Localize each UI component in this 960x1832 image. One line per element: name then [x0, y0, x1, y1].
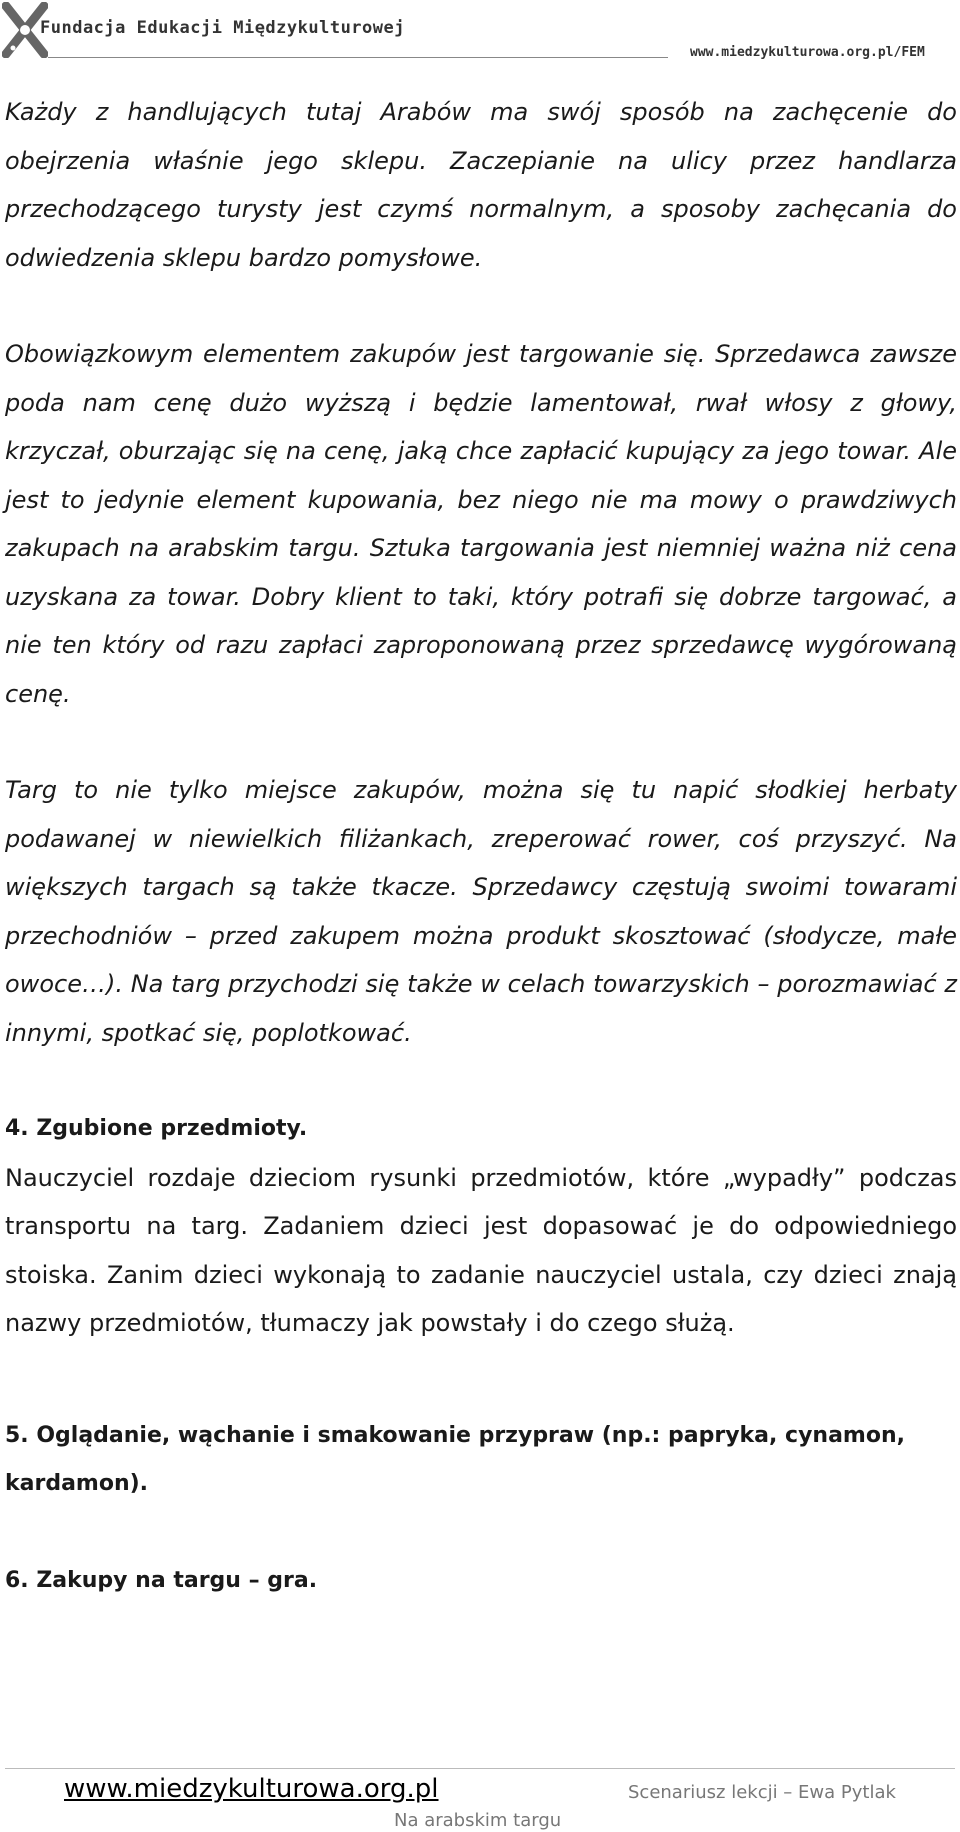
footer-divider: [5, 1768, 955, 1769]
footer-url-link[interactable]: www.miedzykulturowa.org.pl: [64, 1774, 439, 1804]
header-divider: [48, 57, 668, 58]
document-body: [5, 88, 957, 1605]
section-5-heading: 5. Oglądanie, wąchanie i smakowanie przypraw (np.: papryka, cynamon, kardamon).: [5, 1422, 905, 1496]
org-name: Fundacja Edukacji Międzykulturowej: [40, 18, 405, 38]
section-4-text: Nauczyciel rozdaje dzieciom rysunki przedmiotów, które „wypadły” podczas transportu na targ. Zadaniem dzieci jest dopasować je do odpowiedniego stoiska. Zanim dzieci wykonają to zadanie nauczyciel ustala, czy dzieci znają nazwy przedmiotów, tłumaczy jak powstały i do czego służą.: [5, 1163, 957, 1337]
paragraph-bargaining: Obowiązkowym elementem zakupów jest targowanie się. Sprzedawca zawsze poda nam cenę dużo wyższą i będzie lamentował, rwał włosy z głowy, krzyczał, oburzając się na cenę, jaką chce zapłacić kupujący za jego towar. Ale jest to jedynie element kupowania, bez niego nie ma mowy o prawdziwych zakupach na arabskim targu. Sztuka targowania jest niemniej ważna niż cena uzyskana za towar. Dobry klient to taki, który potrafi się dobrze targować, a nie ten który od razu zapłaci zaproponowaną przez sprzedawcę wygórowaną cenę.: [5, 340, 957, 708]
page-header: [0, 0, 960, 62]
section-6-heading: 6. Zakupy na targu – gra.: [5, 1567, 318, 1593]
paragraph-market-life: Targ to nie tylko miejsce zakupów, można się tu napić słodkiej herbaty podawanej w niewielkich filiżankach, zreperować rower, coś przyszyć. Na większych targach są także tkacze. Sprzedawcy częstują swoimi towarami przechodniów – przed zakupem można produkt skosztować (słodycze, małe owoce…). Na targ przychodzi się także w celach towarzyskich – porozmawiać z innymi, spotkać się, poplotkować.: [5, 776, 957, 1047]
footer-author: Scenariusz lekcji – Ewa Pytlak: [628, 1782, 896, 1803]
section-4-heading: 4. Zgubione przedmioty.: [5, 1116, 308, 1141]
header-url: www.miedzykulturowa.org.pl/FEM: [690, 45, 925, 60]
paragraph-intro: Każdy z handlujących tutaj Arabów ma swój sposób na zachęcenie do obejrzenia właśnie jego sklepu. Zaczepianie na ulicy przez handlarza przechodzącego turysty jest czymś normalnym, a sposoby zachęcania do odwiedzenia sklepu bardzo pomysłowe.: [5, 98, 957, 272]
footer-title: Na arabskim targu: [394, 1810, 562, 1831]
